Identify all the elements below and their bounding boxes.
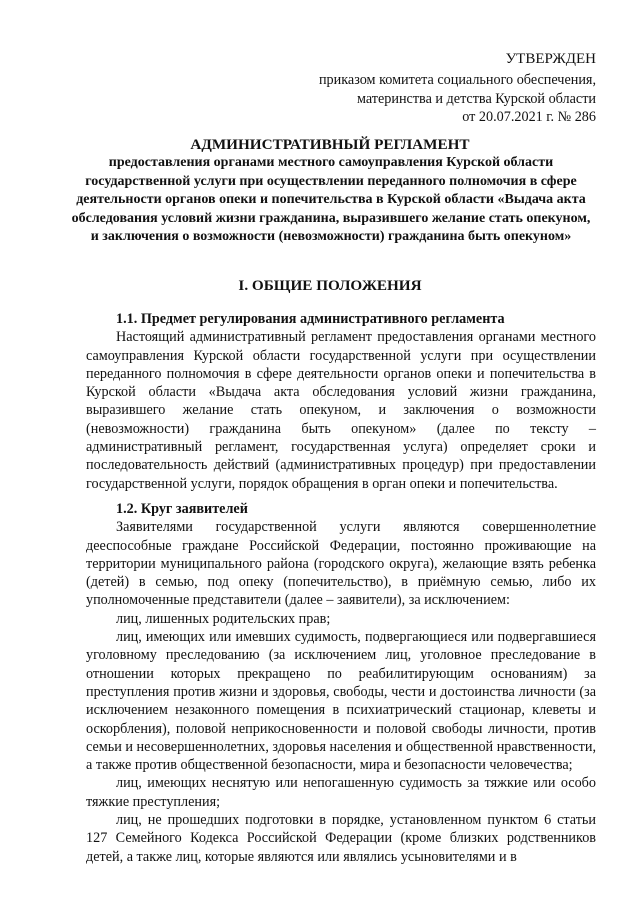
subsection-1-1-heading: 1.1. Предмет регулирования административного регламента	[116, 311, 505, 327]
document-subtitle: предоставления органами местного самоуправления Курской области государственной услуги при осуществлении переданного полномочия в сфере деятельности органов опеки и попечительства в Курской области «Выдача акта обследования условий жизни гражданина, выразившего желание стать опекуном, и заключения о возможности (невозможности) гражданина быть опекуном»	[71, 155, 591, 245]
subsection-1-2	[86, 500, 596, 866]
subsection-1-1	[86, 310, 596, 493]
approval-order-line: приказом комитета социального обеспечения,	[318, 72, 596, 89]
subsection-1-1-text: Настоящий административный регламент предоставления органами местного самоуправления Курской области государственной услуги при осуществлении переданного полномочия в сфере деятельности органов опеки и попечительства в Курской области «Выдача акта обследования условий жизни гражданина, выразившего желание стать опекуном, и заключения о возможности (невозможности) гражданина быть опекуном» (далее по тексту – административный регламент, государственная услуга) определяет сроки и последовательность действий (административных процедур) при предоставлении государственной услуги, порядок обращения в орган опеки и попечительства.	[86, 329, 596, 492]
exclusion-item: лиц, имеющих неснятую или непогашенную судимость за тяжкие или особо тяжкие преступления;	[86, 775, 596, 810]
subsection-1-2-heading: 1.2. Круг заявителей	[116, 501, 248, 517]
approved-label: УТВЕРЖДЕН	[505, 51, 596, 67]
exclusion-item: лиц, не прошедших подготовки в порядке, установленном пунктом 6 статьи 127 Семейного Кодекса Российской Федерации (кроме близких родственников детей, а также лиц, которые являются или являлись усыновителями и в	[86, 812, 596, 865]
document-title: АДМИНИСТРАТИВНЫЙ РЕГЛАМЕНТ	[190, 136, 470, 153]
approval-stamp	[319, 50, 596, 127]
exclusion-item: лиц, имеющих или имевших судимость, подвергающиеся или подвергавшиеся уголовному преследованию (за исключением лиц, уголовное преследование в отношении которых прекращено по реабилитирующим основаниям) за преступления против жизни и здоровья, свободы, чести и достоинства личности (за исключением незаконного помещения в психиатрический стационар, клеветы и оскорбления), половой неприкосновенности и половой свободы личности, против семьи и несовершеннолетних, здоровья населения и общественной нравственности, а также против общественной безопасности, мира и безопасности человечества;	[86, 629, 596, 774]
approval-committee-line: материнства и детства Курской области	[356, 90, 596, 107]
subsection-1-2-text: Заявителями государственной услуги являются совершеннолетние дееспособные граждане Российской Федерации, постоянно проживающие на территории муниципального района (городского округа), желающие взять ребенка (детей) в семью, под опеку (попечительство), в приёмную семью, либо их уполномоченные представители (далее – заявители), за исключением:	[86, 519, 596, 609]
approval-date-line: от 20.07.2021 г. № 286	[462, 109, 596, 126]
exclusion-item: лиц, лишенных родительских прав;	[116, 610, 331, 627]
section-title: I. ОБЩИЕ ПОЛОЖЕНИЯ	[238, 277, 422, 294]
